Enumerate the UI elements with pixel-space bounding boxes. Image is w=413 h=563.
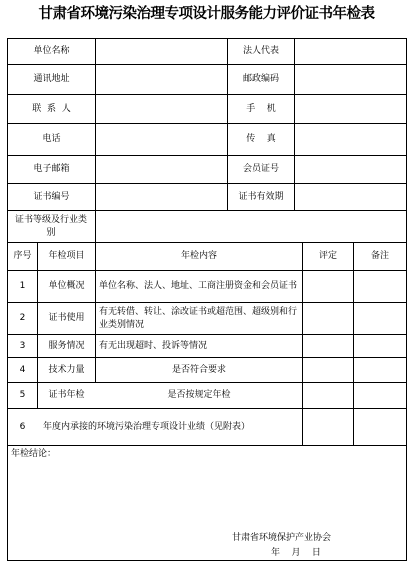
label-cert-no: 证书编号 bbox=[33, 191, 70, 202]
table-rule bbox=[7, 560, 407, 561]
header-no: 序号 bbox=[13, 251, 32, 261]
item-name: 证书年检 bbox=[48, 390, 85, 400]
table-rule bbox=[95, 38, 96, 210]
item-content: 是否按规定年检 bbox=[167, 390, 231, 400]
table-rule bbox=[406, 38, 407, 561]
header-item: 年检项目 bbox=[48, 251, 85, 261]
item-no: 6 bbox=[19, 421, 26, 432]
table-rule bbox=[7, 445, 407, 446]
item-no: 4 bbox=[19, 364, 26, 375]
item-name: 服务情况 bbox=[48, 340, 85, 351]
label-cert-validity: 证书有效期 bbox=[238, 191, 284, 202]
table-rule bbox=[95, 210, 96, 242]
item-no: 2 bbox=[19, 313, 26, 323]
header-remark: 备注 bbox=[370, 251, 389, 261]
item-content: 是否符合要求 bbox=[171, 364, 226, 375]
item-no: 5 bbox=[19, 390, 26, 400]
document-title: 甘肃省环境污染治理专项设计服务能力评价证书年检表 bbox=[38, 5, 375, 22]
label-cert-grade: 证书等级及行业类别 bbox=[14, 214, 87, 238]
label-mobile: 手 机 bbox=[246, 103, 276, 114]
association-name: 甘肃省环境保护产业协会 bbox=[232, 532, 332, 543]
label-email: 电子邮箱 bbox=[33, 164, 70, 174]
table-rule bbox=[294, 38, 295, 210]
item-content: 有无出现超时、投诉等情况 bbox=[99, 340, 208, 351]
item-no: 3 bbox=[19, 340, 26, 351]
label-address: 通讯地址 bbox=[33, 74, 70, 84]
table-rule bbox=[302, 242, 303, 445]
item-name: 技术力量 bbox=[48, 364, 85, 375]
date-line: 年 月 日 bbox=[271, 547, 321, 558]
label-contact: 联 系 人 bbox=[32, 103, 71, 114]
label-fax: 传 真 bbox=[246, 134, 276, 144]
header-content: 年检内容 bbox=[180, 251, 217, 261]
header-rating: 评定 bbox=[318, 251, 337, 261]
inspection-form bbox=[7, 38, 407, 561]
label-legal-rep: 法人代表 bbox=[242, 46, 279, 56]
item-content: 年度内承接的环境污染治理专项设计业绩（见附表） bbox=[43, 421, 251, 432]
conclusion-label: 年检结论： bbox=[11, 448, 57, 459]
label-unit-name: 单位名称 bbox=[33, 46, 70, 56]
item-name: 证书使用 bbox=[48, 313, 85, 323]
item-name: 单位概况 bbox=[48, 281, 85, 291]
item-content: 有无转借、转让、涂改证书或超范围、超级别和行业类别情况 bbox=[99, 306, 298, 330]
item-content: 单位名称、法人、地址、工商注册资金和会员证书 bbox=[99, 281, 298, 291]
table-rule bbox=[353, 242, 354, 445]
label-postcode: 邮政编码 bbox=[242, 74, 279, 84]
label-member-no: 会员证号 bbox=[242, 164, 279, 174]
item-no: 1 bbox=[19, 281, 26, 291]
label-phone: 电话 bbox=[42, 134, 61, 144]
